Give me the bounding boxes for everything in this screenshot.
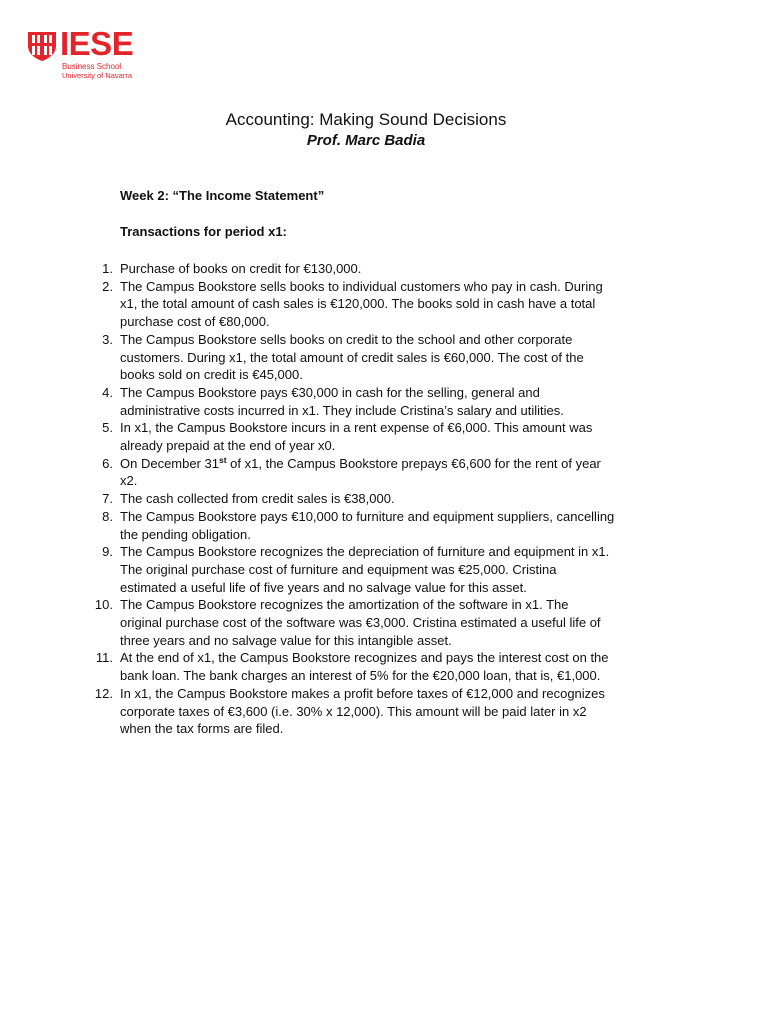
transaction-line: The Campus Bookstore sells books to individual customers who pay in cash. During xyxy=(120,278,603,294)
transaction-line: estimated a useful life of five years and no salvage value for this asset. xyxy=(120,579,527,595)
transaction-line: The Campus Bookstore pays €30,000 in cash for the selling, general and xyxy=(120,384,540,400)
transaction-item xyxy=(0,508,680,543)
transaction-line: original purchase cost of the software was €3,000. Cristina estimated a useful life of xyxy=(120,615,601,631)
transaction-line: On December 31st of x1, the Campus Bookstore prepays €6,600 for the rent of year xyxy=(120,454,601,471)
transaction-item xyxy=(0,260,680,278)
transaction-line: x1, the total amount of cash sales is €120,000. The books sold in cash have a total xyxy=(120,296,596,312)
logo-wordmark: IESE xyxy=(60,25,134,62)
logo-subline-school: Business School xyxy=(62,62,122,71)
transaction-line: The Campus Bookstore recognizes the amortization of the software in x1. The xyxy=(120,597,569,613)
week-heading: Week 2: “The Income Statement” xyxy=(120,188,325,203)
transaction-line: already prepaid at the end of year x0. xyxy=(120,438,336,454)
transaction-number: 5. xyxy=(102,420,113,436)
transaction-line: The Campus Bookstore pays €10,000 to furniture and equipment suppliers, cancelling xyxy=(120,508,615,524)
transaction-line: bank loan. The bank charges an interest of 5% for the €20,000 loan, that is, €1,000. xyxy=(120,668,601,684)
transaction-line: x2. xyxy=(120,473,138,489)
transaction-item xyxy=(0,685,680,738)
transaction-number: 9. xyxy=(102,544,113,560)
transaction-number: 8. xyxy=(102,508,113,524)
author-name: Prof. Marc Badia xyxy=(306,132,426,149)
transaction-item xyxy=(0,278,680,331)
transaction-number: 2. xyxy=(102,278,113,294)
transaction-item xyxy=(0,384,680,419)
transaction-line: corporate taxes of €3,600 (i.e. 30% x 12,000). This amount will be paid later in x2 xyxy=(120,703,587,719)
transaction-line: when the tax forms are filed. xyxy=(120,721,284,737)
transaction-item xyxy=(0,596,680,649)
transactions-list xyxy=(0,260,680,738)
transaction-number: 7. xyxy=(102,491,113,507)
transaction-item xyxy=(0,455,680,490)
transaction-item xyxy=(0,490,680,508)
transaction-item xyxy=(0,649,680,684)
transaction-number: 12. xyxy=(94,685,113,701)
transaction-number: 3. xyxy=(102,331,113,347)
transaction-line: purchase cost of €80,000. xyxy=(120,314,270,330)
iese-shield-icon xyxy=(26,30,58,62)
document-title: Accounting: Making Sound Decisions xyxy=(225,110,507,129)
logo-subline-university: University of Navarra xyxy=(62,71,133,80)
ordinal-suffix: st xyxy=(219,454,227,465)
transaction-line: The original purchase cost of furniture and equipment was €25,000. Cristina xyxy=(120,561,557,577)
iese-logo xyxy=(26,25,136,82)
transaction-number: 4. xyxy=(102,384,113,400)
transaction-line: In x1, the Campus Bookstore makes a profit before taxes of €12,000 and recognizes xyxy=(120,685,605,701)
transaction-line: The Campus Bookstore recognizes the depreciation of furniture and equipment in x1. xyxy=(120,544,610,560)
transaction-line: The cash collected from credit sales is €38,000. xyxy=(120,491,395,507)
transaction-line: Purchase of books on credit for €130,000. xyxy=(120,261,362,276)
transaction-line: administrative costs incurred in x1. They include Cristina’s salary and utilities. xyxy=(120,402,564,418)
transaction-number: 6. xyxy=(102,455,113,471)
transaction-line: The Campus Bookstore sells books on credit to the school and other corporate xyxy=(120,331,573,347)
transactions-heading: Transactions for period x1: xyxy=(120,224,287,239)
transaction-line: three years and no salvage value for this intangible asset. xyxy=(120,632,452,648)
transaction-number: 10. xyxy=(94,597,113,613)
transaction-line: In x1, the Campus Bookstore incurs in a rent expense of €6,000. This amount was xyxy=(120,420,593,436)
transaction-item xyxy=(0,543,680,596)
transaction-number: 1. xyxy=(102,261,113,276)
transaction-item xyxy=(0,419,680,454)
transaction-line: books sold on credit is €45,000. xyxy=(120,367,303,383)
transaction-number: 11. xyxy=(95,650,113,666)
transaction-line: At the end of x1, the Campus Bookstore recognizes and pays the interest cost on the xyxy=(120,650,609,666)
transaction-item xyxy=(0,331,680,384)
transaction-line: customers. During x1, the total amount of credit sales is €60,000. The cost of the xyxy=(120,349,584,365)
transaction-line: the pending obligation. xyxy=(120,526,251,542)
